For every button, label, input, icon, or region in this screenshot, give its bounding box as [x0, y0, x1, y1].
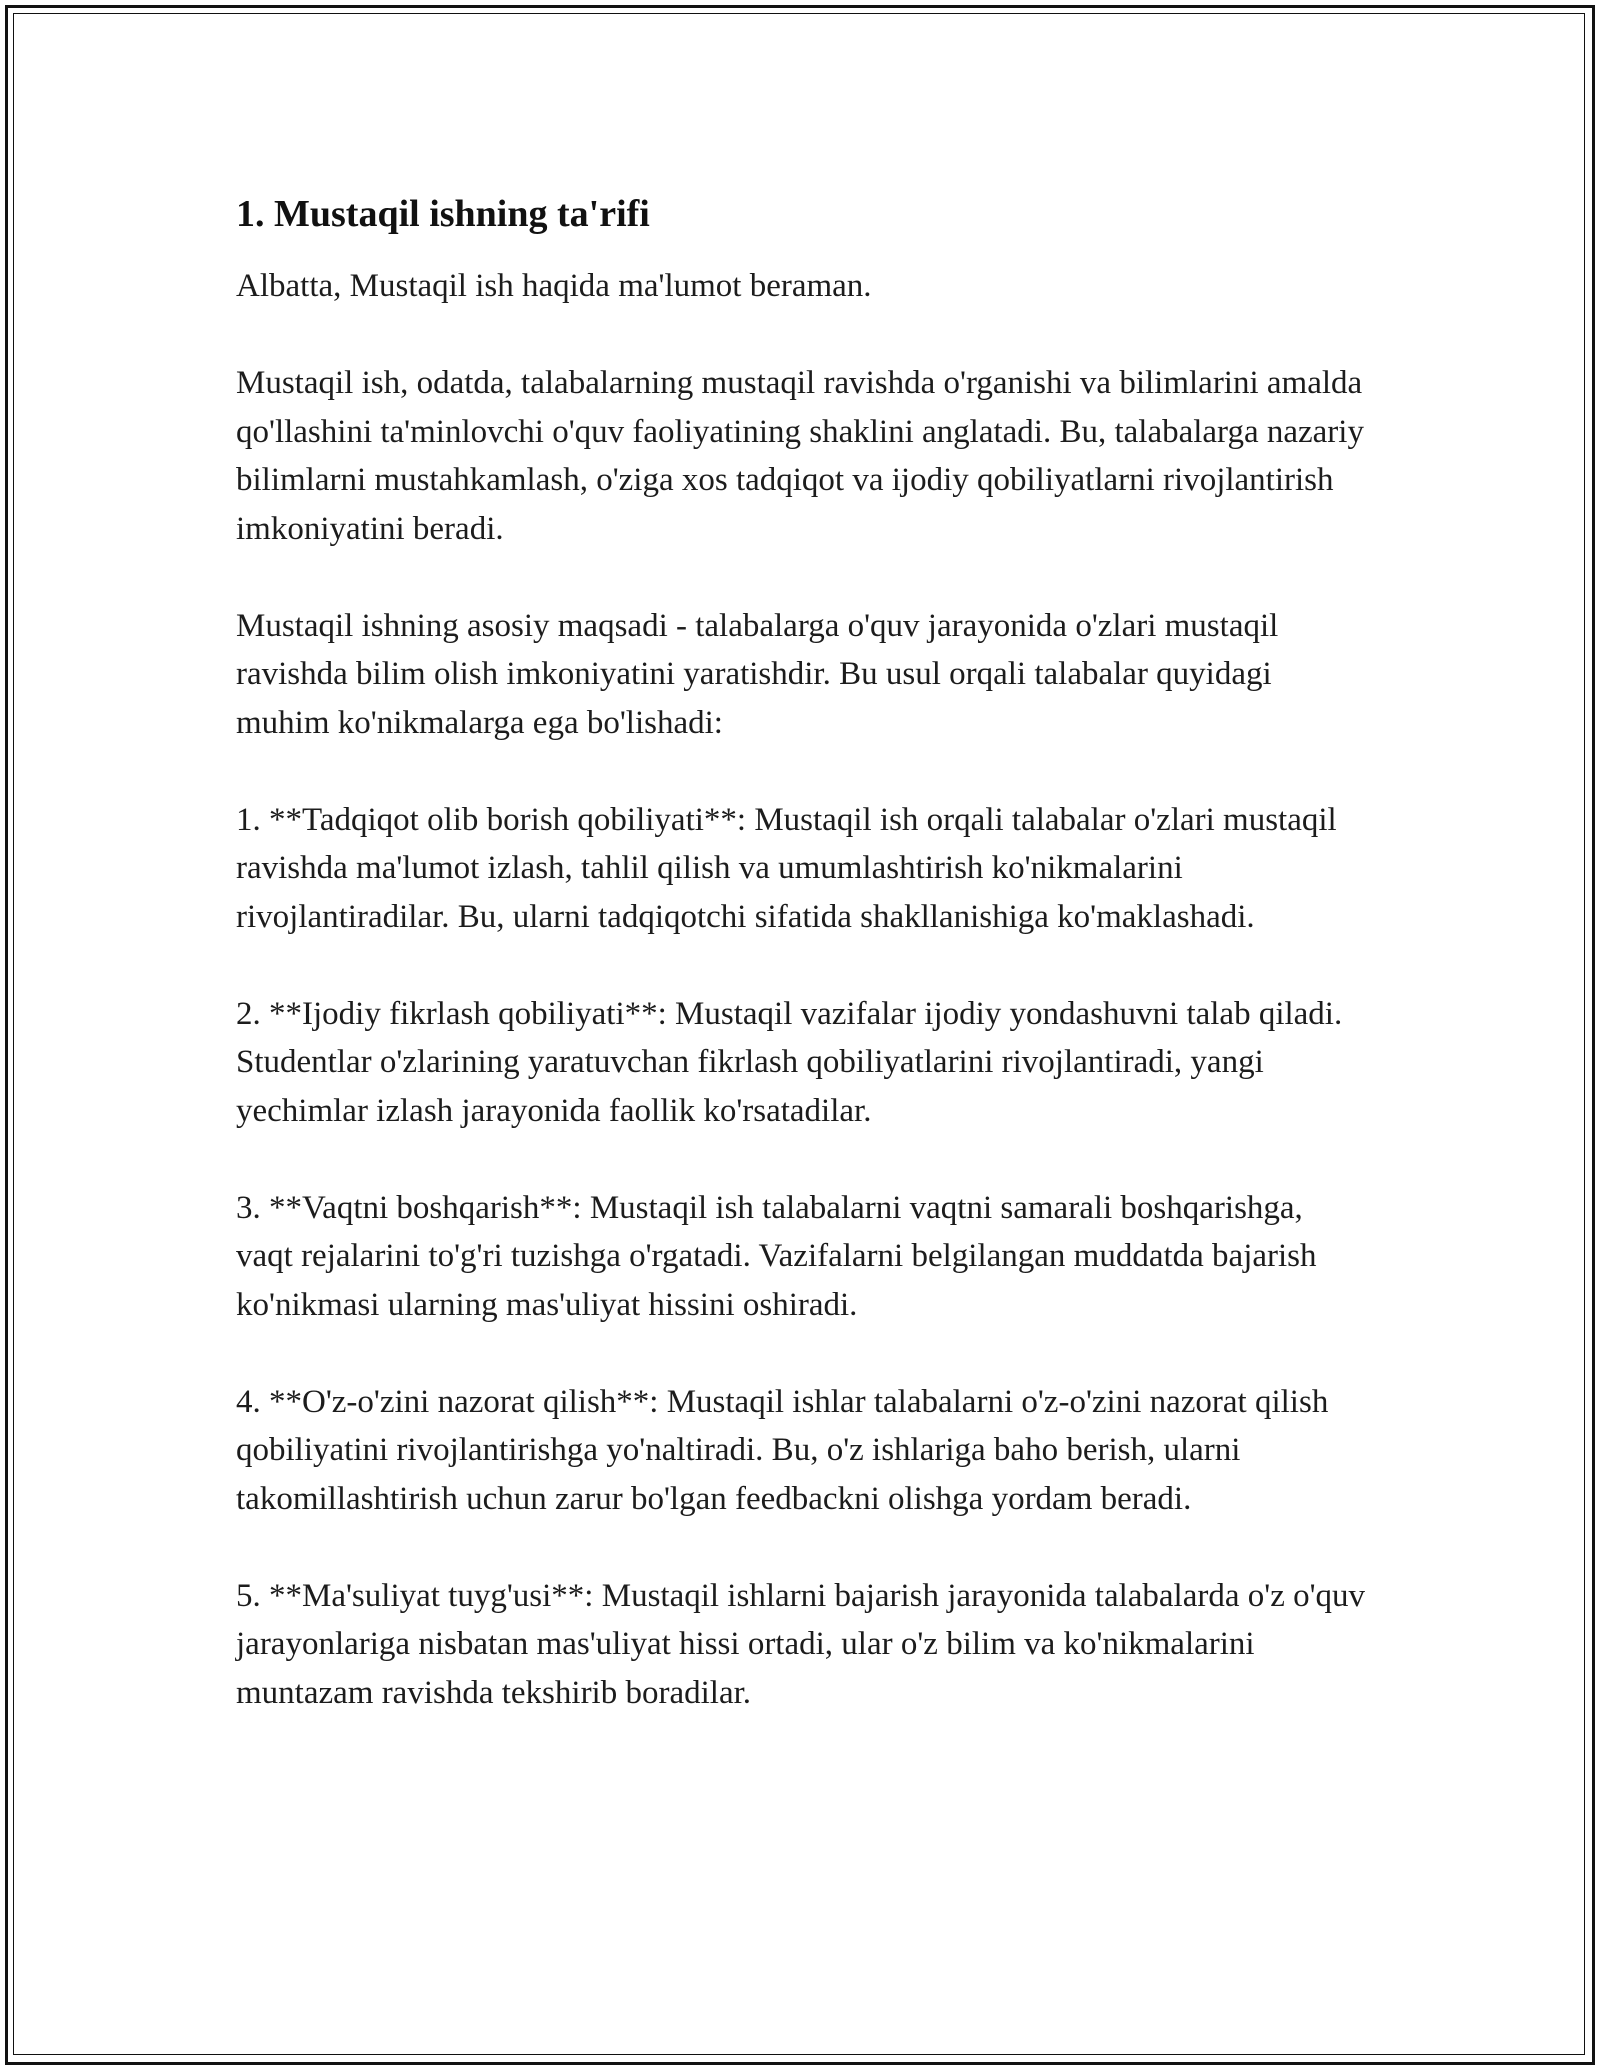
- definition-paragraph: Mustaqil ish, odatda, talabalarning mustaqil ravishda o'rganishi va bilimlarini amalda qo'llashini ta'minlovchi o'quv faoliyatining shaklini anglatadi. Bu, talabalarga nazariy bilimlarni mustahkamlash, o'ziga xos tadqiqot va ijodiy qobiliyatlarni rivojlantirish imkoniyatini beradi.: [236, 365, 1364, 547]
- list-item-time-management: 3. **Vaqtni boshqarish**: Mustaqil ish talabalarni vaqtni samarali boshqarishga, vaqt rejalarini to'g'ri tuzishga o'rgatadi. Vazifalarni belgilangan muddatda bajarish ko'nikmasi ularning mas'uliyat hissini oshiradi.: [236, 1189, 1317, 1323]
- list-item-responsibility: 5. **Ma'suliyat tuyg'usi**: Mustaqil ishlarni bajarish jarayonida talabalarda o'z o'quv jarayonlariga nisbatan mas'uliyat hissi ortadi, ular o'z bilim va ko'nikmalarini muntazam ravishda tekshirib boradilar.: [236, 1577, 1366, 1711]
- intro-paragraph: Albatta, Mustaqil ish haqida ma'lumot beraman.: [236, 268, 872, 304]
- purpose-paragraph: Mustaqil ishning asosiy maqsadi - talabalarga o'quv jarayonida o'zlari mustaqil ravishda bilim olish imkoniyatini yaratishdir. Bu usul orqali talabalar quyidagi muhim ko'nikmalarga ega bo'lishadi:: [236, 607, 1279, 741]
- list-item-research: 1. **Tadqiqot olib borish qobiliyati**: Mustaqil ish orqali talabalar o'zlari mustaqil ravishda ma'lumot izlash, tahlil qilish va umumlashtirish ko'nikmalarini rivojlantiradilar. Bu, ularni tadqiqotchi sifatida shakllanishiga ko'maklashadi.: [236, 801, 1337, 935]
- page-title: 1. Mustaqil ishning ta'rifi: [236, 193, 650, 235]
- list-item-creative-thinking: 2. **Ijodiy fikrlash qobiliyati**: Mustaqil vazifalar ijodiy yondashuvni talab qiladi. Studentlar o'zlarining yaratuvchan fikrlash qobiliyatlarini rivojlantiradi, yangi yechimlar izlash jarayonida faollik ko'rsatadilar.: [236, 995, 1343, 1129]
- list-item-self-control: 4. **O'z-o'zini nazorat qilish**: Mustaqil ishlar talabalarni o'z-o'zini nazorat qilish qobiliyatini rivojlantirishga yo'naltiradi. Bu, o'z ishlariga baho berish, ularni takomillashtirish uchun zarur bo'lgan feedbackni olishga yordam beradi.: [236, 1383, 1329, 1517]
- document-body: [236, 188, 1366, 1717]
